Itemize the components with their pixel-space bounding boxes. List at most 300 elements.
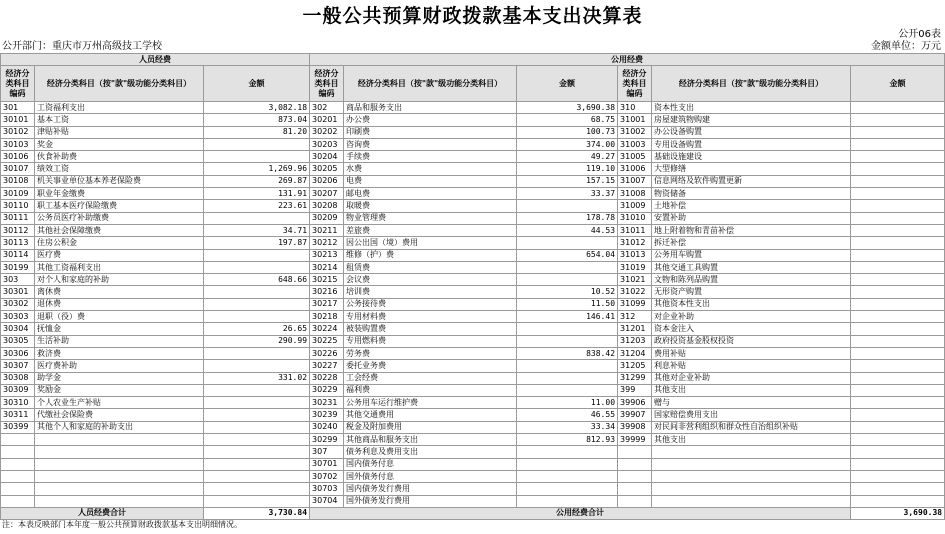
table-row	[1, 458, 945, 470]
code-cell: 30202	[310, 126, 344, 138]
name-cell: 奖励金	[35, 384, 204, 396]
amount-cell: 812.93	[517, 434, 618, 446]
header-amount: 金额	[517, 66, 618, 102]
code-cell: 30301	[1, 286, 35, 298]
code-cell: 31013	[618, 249, 652, 261]
name-cell: 退休费	[35, 298, 204, 310]
table-row	[1, 446, 945, 458]
name-cell: 住房公积金	[35, 237, 204, 249]
code-cell: 39907	[618, 409, 652, 421]
amount-cell	[851, 261, 945, 273]
amount-cell	[204, 495, 310, 507]
name-cell: 其他交通工具购置	[652, 261, 851, 273]
public-total-value: 3,690.38	[851, 507, 945, 519]
amount-cell: 146.41	[517, 311, 618, 323]
name-cell: 培训费	[344, 286, 517, 298]
table-row	[1, 102, 945, 114]
amount-cell	[204, 347, 310, 359]
code-cell: 312	[618, 311, 652, 323]
amount-cell	[517, 384, 618, 396]
code-cell	[1, 434, 35, 446]
name-cell: 债务利息及费用支出	[344, 446, 517, 458]
code-cell: 31299	[618, 372, 652, 384]
name-cell: 安置补助	[652, 212, 851, 224]
code-cell: 30307	[1, 360, 35, 372]
name-cell: 其他对企业补助	[652, 372, 851, 384]
name-cell: 商品和服务支出	[344, 102, 517, 114]
code-cell: 31011	[618, 224, 652, 236]
code-cell	[1, 495, 35, 507]
code-cell: 30205	[310, 163, 344, 175]
amount-cell	[204, 212, 310, 224]
amount-cell: 873.04	[204, 114, 310, 126]
amount-cell	[204, 409, 310, 421]
code-cell	[1, 446, 35, 458]
code-cell: 30703	[310, 483, 344, 495]
amount-cell	[851, 138, 945, 150]
amount-cell	[851, 347, 945, 359]
name-cell: 办公费	[344, 114, 517, 126]
name-cell: 房屋建筑物购建	[652, 114, 851, 126]
name-cell	[652, 483, 851, 495]
amount-cell: 33.37	[517, 188, 618, 200]
department-label: 公开部门：重庆市万州高级技工学校	[2, 41, 162, 52]
header-name: 经济分类科目（按"款"级功能分类科目）	[35, 66, 204, 102]
name-cell: 公务用车购置	[652, 249, 851, 261]
amount-cell	[204, 249, 310, 261]
code-cell: 31001	[618, 114, 652, 126]
table-row	[1, 360, 945, 372]
name-cell: 维修（护）费	[344, 249, 517, 261]
name-cell: 差旅费	[344, 224, 517, 236]
code-cell: 31007	[618, 175, 652, 187]
name-cell: 资本金注入	[652, 323, 851, 335]
amount-cell	[851, 384, 945, 396]
name-cell: 租赁费	[344, 261, 517, 273]
code-cell: 30107	[1, 163, 35, 175]
totals-row	[1, 507, 945, 519]
name-cell	[35, 434, 204, 446]
table-row	[1, 138, 945, 150]
table-row	[1, 323, 945, 335]
amount-cell: 331.02	[204, 372, 310, 384]
amount-cell	[851, 298, 945, 310]
name-cell: 国家赔偿费用支出	[652, 409, 851, 421]
code-cell: 30224	[310, 323, 344, 335]
name-cell: 利息补贴	[652, 360, 851, 372]
code-cell: 31201	[618, 323, 652, 335]
name-cell: 拆迁补偿	[652, 237, 851, 249]
name-cell: 其他交通费用	[344, 409, 517, 421]
amount-cell	[851, 237, 945, 249]
amount-cell: 68.75	[517, 114, 618, 126]
code-cell: 30304	[1, 323, 35, 335]
name-cell	[35, 458, 204, 470]
table-row	[1, 372, 945, 384]
amount-cell	[204, 397, 310, 409]
amount-cell	[851, 311, 945, 323]
code-cell: 30103	[1, 138, 35, 150]
code-cell: 31203	[618, 335, 652, 347]
name-cell: 国内债务付息	[344, 458, 517, 470]
amount-cell	[204, 470, 310, 482]
amount-cell	[851, 286, 945, 298]
code-cell: 30308	[1, 372, 35, 384]
code-cell: 30704	[310, 495, 344, 507]
code-cell: 302	[310, 102, 344, 114]
code-cell	[618, 483, 652, 495]
name-cell: 因公出国（境）费用	[344, 237, 517, 249]
name-cell: 公务用车运行维护费	[344, 397, 517, 409]
amount-cell	[204, 458, 310, 470]
header-name: 经济分类科目（按"款"级功能分类科目）	[344, 66, 517, 102]
code-cell: 30211	[310, 224, 344, 236]
name-cell: 工资福利支出	[35, 102, 204, 114]
form-code: 公开06表	[898, 29, 941, 40]
name-cell: 个人农业生产补贴	[35, 397, 204, 409]
name-cell: 国外债务发行费用	[344, 495, 517, 507]
name-cell: 医疗费补助	[35, 360, 204, 372]
amount-cell: 46.55	[517, 409, 618, 421]
amount-cell	[517, 261, 618, 273]
amount-cell: 26.65	[204, 323, 310, 335]
code-cell: 30701	[310, 458, 344, 470]
name-cell: 代缴社会保险费	[35, 409, 204, 421]
name-cell: 物资储备	[652, 188, 851, 200]
table-row	[1, 298, 945, 310]
amount-cell	[204, 434, 310, 446]
amount-cell	[204, 446, 310, 458]
personnel-total-value: 3,730.84	[204, 507, 310, 519]
name-cell: 退职（役）费	[35, 311, 204, 323]
name-cell: 赠与	[652, 397, 851, 409]
name-cell	[652, 495, 851, 507]
code-cell	[618, 446, 652, 458]
amount-cell	[851, 151, 945, 163]
name-cell: 信息网络及软件购置更新	[652, 175, 851, 187]
code-cell: 30303	[1, 311, 35, 323]
amount-cell	[851, 446, 945, 458]
code-cell: 31002	[618, 126, 652, 138]
code-cell: 30108	[1, 175, 35, 187]
amount-cell: 374.00	[517, 138, 618, 150]
amount-cell: 11.00	[517, 397, 618, 409]
code-cell: 301	[1, 102, 35, 114]
name-cell	[35, 470, 204, 482]
amount-cell: 838.42	[517, 347, 618, 359]
code-cell: 39999	[618, 434, 652, 446]
code-cell: 31022	[618, 286, 652, 298]
name-cell: 委托业务费	[344, 360, 517, 372]
code-cell: 30106	[1, 151, 35, 163]
code-cell: 30207	[310, 188, 344, 200]
header-name: 经济分类科目（按"款"级功能分类科目）	[652, 66, 851, 102]
amount-cell	[851, 409, 945, 421]
name-cell: 津贴补贴	[35, 126, 204, 138]
name-cell: 邮电费	[344, 188, 517, 200]
name-cell: 公务接待费	[344, 298, 517, 310]
name-cell: 基本工资	[35, 114, 204, 126]
footnote: 注：本表反映部门本年度一般公共预算财政拨款基本支出明细情况。	[2, 520, 242, 529]
name-cell: 对个人和家庭的补助	[35, 274, 204, 286]
amount-cell	[851, 495, 945, 507]
code-cell	[1, 458, 35, 470]
amount-cell	[517, 360, 618, 372]
name-cell: 福利费	[344, 384, 517, 396]
name-cell	[652, 458, 851, 470]
table-row	[1, 249, 945, 261]
amount-cell	[851, 372, 945, 384]
name-cell: 文物和陈列品购置	[652, 274, 851, 286]
code-cell	[618, 458, 652, 470]
amount-cell	[517, 495, 618, 507]
name-cell: 国内债务发行费用	[344, 483, 517, 495]
code-cell: 31204	[618, 347, 652, 359]
header-amount: 金额	[851, 66, 945, 102]
table-row	[1, 347, 945, 359]
name-cell: 工会经费	[344, 372, 517, 384]
table-row	[1, 237, 945, 249]
amount-cell: 11.50	[517, 298, 618, 310]
code-cell: 30102	[1, 126, 35, 138]
name-cell: 机关事业单位基本养老保险费	[35, 175, 204, 187]
header-code: 经济分类科目编码	[618, 66, 652, 102]
code-cell: 30214	[310, 261, 344, 273]
code-cell: 39908	[618, 421, 652, 433]
name-cell: 税金及附加费用	[344, 421, 517, 433]
amount-cell: 100.73	[517, 126, 618, 138]
code-cell	[1, 483, 35, 495]
code-cell: 30216	[310, 286, 344, 298]
expenditure-table	[0, 53, 945, 520]
amount-cell	[851, 249, 945, 261]
name-cell: 救济费	[35, 347, 204, 359]
column-header-row	[1, 66, 945, 102]
code-cell: 31019	[618, 261, 652, 273]
amount-cell	[204, 298, 310, 310]
amount-cell: 131.91	[204, 188, 310, 200]
code-cell: 30111	[1, 212, 35, 224]
table-row	[1, 397, 945, 409]
amount-cell	[851, 200, 945, 212]
amount-cell	[204, 286, 310, 298]
table-row	[1, 212, 945, 224]
code-cell: 30226	[310, 347, 344, 359]
code-cell: 30399	[1, 421, 35, 433]
name-cell: 取暖费	[344, 200, 517, 212]
code-cell: 30227	[310, 360, 344, 372]
code-cell: 30231	[310, 397, 344, 409]
amount-cell	[204, 261, 310, 273]
name-cell: 其他工资福利支出	[35, 261, 204, 273]
name-cell	[652, 446, 851, 458]
name-cell: 其他支出	[652, 384, 851, 396]
code-cell: 31006	[618, 163, 652, 175]
amount-cell: 119.10	[517, 163, 618, 175]
name-cell: 水费	[344, 163, 517, 175]
amount-cell: 197.87	[204, 237, 310, 249]
code-cell: 30213	[310, 249, 344, 261]
amount-cell: 33.34	[517, 421, 618, 433]
amount-cell: 654.04	[517, 249, 618, 261]
table-row	[1, 114, 945, 126]
name-cell: 其他资本性支出	[652, 298, 851, 310]
table-row	[1, 151, 945, 163]
code-cell: 30239	[310, 409, 344, 421]
name-cell: 电费	[344, 175, 517, 187]
name-cell: 劳务费	[344, 347, 517, 359]
code-cell	[1, 470, 35, 482]
name-cell: 印刷费	[344, 126, 517, 138]
amount-cell: 648.66	[204, 274, 310, 286]
amount-cell	[851, 114, 945, 126]
table-row	[1, 261, 945, 273]
code-cell: 30228	[310, 372, 344, 384]
amount-cell	[517, 237, 618, 249]
code-cell: 30305	[1, 335, 35, 347]
name-cell: 专用燃料费	[344, 335, 517, 347]
code-cell: 30240	[310, 421, 344, 433]
amount-cell	[517, 274, 618, 286]
amount-cell	[517, 372, 618, 384]
code-cell: 30112	[1, 224, 35, 236]
code-cell: 31205	[618, 360, 652, 372]
code-cell: 30201	[310, 114, 344, 126]
amount-cell	[851, 224, 945, 236]
code-cell: 31012	[618, 237, 652, 249]
amount-cell	[851, 483, 945, 495]
group-header-row	[1, 54, 945, 66]
amount-cell	[851, 360, 945, 372]
name-cell: 办公设备购置	[652, 126, 851, 138]
name-cell	[35, 495, 204, 507]
code-cell: 30208	[310, 200, 344, 212]
name-cell: 手续费	[344, 151, 517, 163]
code-cell: 31009	[618, 200, 652, 212]
code-cell: 30113	[1, 237, 35, 249]
amount-cell	[204, 384, 310, 396]
amount-cell	[851, 102, 945, 114]
personnel-total-label: 人员经费合计	[1, 507, 204, 519]
code-cell: 30302	[1, 298, 35, 310]
amount-cell	[851, 126, 945, 138]
amount-cell	[517, 483, 618, 495]
name-cell: 资本性支出	[652, 102, 851, 114]
name-cell: 会议费	[344, 274, 517, 286]
amount-cell	[517, 335, 618, 347]
code-cell: 30110	[1, 200, 35, 212]
table-row	[1, 175, 945, 187]
name-cell: 抚恤金	[35, 323, 204, 335]
name-cell: 国外债务付息	[344, 470, 517, 482]
amount-cell: 81.20	[204, 126, 310, 138]
unit-label: 金额单位：万元	[871, 41, 941, 52]
name-cell: 咨询费	[344, 138, 517, 150]
name-cell: 专用材料费	[344, 311, 517, 323]
name-cell: 其他社会保障缴费	[35, 224, 204, 236]
code-cell: 31010	[618, 212, 652, 224]
code-cell: 30309	[1, 384, 35, 396]
name-cell: 职业年金缴费	[35, 188, 204, 200]
name-cell: 其他支出	[652, 434, 851, 446]
code-cell: 31099	[618, 298, 652, 310]
code-cell: 30299	[310, 434, 344, 446]
amount-cell: 49.27	[517, 151, 618, 163]
amount-cell	[204, 360, 310, 372]
name-cell: 对民间非营利组织和群众性自治组织补贴	[652, 421, 851, 433]
code-cell: 31021	[618, 274, 652, 286]
code-cell: 30225	[310, 335, 344, 347]
table-row	[1, 470, 945, 482]
code-cell: 31003	[618, 138, 652, 150]
name-cell	[35, 446, 204, 458]
code-cell: 30204	[310, 151, 344, 163]
table-row	[1, 224, 945, 236]
code-cell: 310	[618, 102, 652, 114]
code-cell: 30199	[1, 261, 35, 273]
amount-cell	[204, 138, 310, 150]
code-cell	[618, 470, 652, 482]
amount-cell: 157.15	[517, 175, 618, 187]
amount-cell	[517, 323, 618, 335]
name-cell: 公务员医疗补助缴费	[35, 212, 204, 224]
header-amount: 金额	[204, 66, 310, 102]
code-cell: 30209	[310, 212, 344, 224]
table-row	[1, 126, 945, 138]
amount-cell: 290.99	[204, 335, 310, 347]
amount-cell: 3,082.18	[204, 102, 310, 114]
name-cell: 奖金	[35, 138, 204, 150]
amount-cell: 223.61	[204, 200, 310, 212]
code-cell: 30310	[1, 397, 35, 409]
code-cell: 30311	[1, 409, 35, 421]
code-cell: 30206	[310, 175, 344, 187]
amount-cell	[851, 335, 945, 347]
public-total-label: 公用经费合计	[310, 507, 851, 519]
table-row	[1, 421, 945, 433]
name-cell: 物业管理费	[344, 212, 517, 224]
amount-cell	[517, 458, 618, 470]
amount-cell	[851, 434, 945, 446]
amount-cell	[851, 212, 945, 224]
amount-cell	[517, 446, 618, 458]
name-cell: 政府投资基金股权投资	[652, 335, 851, 347]
table-row	[1, 188, 945, 200]
amount-cell	[851, 470, 945, 482]
code-cell: 30114	[1, 249, 35, 261]
name-cell: 医疗费	[35, 249, 204, 261]
name-cell: 其他商品和服务支出	[344, 434, 517, 446]
amount-cell	[204, 151, 310, 163]
group-public: 公用经费	[310, 54, 945, 66]
table-row	[1, 286, 945, 298]
code-cell: 30229	[310, 384, 344, 396]
table-row	[1, 274, 945, 286]
code-cell: 30218	[310, 311, 344, 323]
code-cell: 30109	[1, 188, 35, 200]
code-cell: 39906	[618, 397, 652, 409]
name-cell	[652, 470, 851, 482]
code-cell	[618, 495, 652, 507]
amount-cell: 44.53	[517, 224, 618, 236]
name-cell: 伙食补助费	[35, 151, 204, 163]
name-cell: 对企业补助	[652, 311, 851, 323]
code-cell: 399	[618, 384, 652, 396]
amount-cell	[204, 483, 310, 495]
name-cell: 生活补助	[35, 335, 204, 347]
name-cell: 职工基本医疗保险缴费	[35, 200, 204, 212]
table-row	[1, 163, 945, 175]
